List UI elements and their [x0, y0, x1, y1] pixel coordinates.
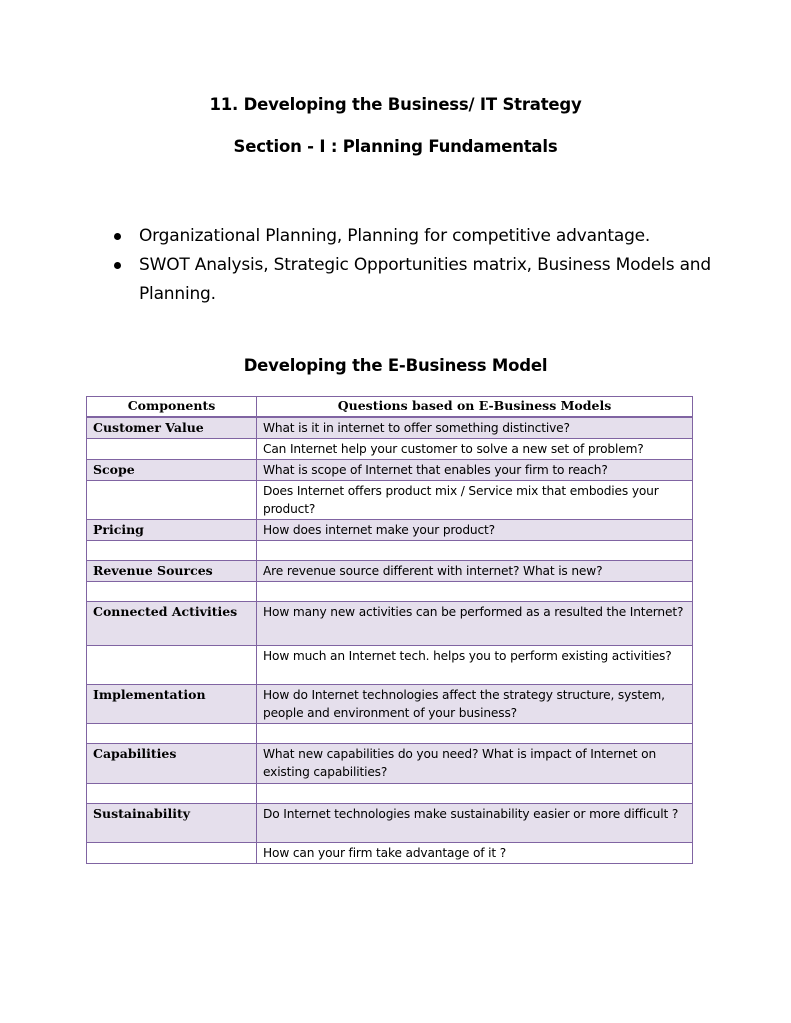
question-cell: How does internet make your product? — [257, 519, 693, 540]
question-cell — [257, 581, 693, 601]
component-cell — [87, 783, 257, 803]
component-cell — [87, 540, 257, 560]
component-cell — [87, 645, 257, 684]
component-cell — [87, 480, 257, 519]
table-row — [87, 684, 693, 723]
component-cell — [87, 842, 257, 863]
component-cell — [87, 723, 257, 743]
table-row — [87, 480, 693, 519]
question-cell: How much an Internet tech. helps you to perform existing activities? — [257, 645, 693, 684]
component-cell: Capabilities — [87, 743, 257, 783]
bullet-icon — [114, 262, 121, 269]
table-row — [87, 459, 693, 480]
question-cell: Do Internet technologies make sustainability easier or more difficult ? — [257, 803, 693, 842]
component-cell: Connected Activities — [87, 601, 257, 645]
table-row — [87, 417, 693, 439]
table-row — [87, 645, 693, 684]
component-cell: Pricing — [87, 519, 257, 540]
table-row — [87, 743, 693, 783]
component-cell — [87, 438, 257, 459]
bullet-text: SWOT Analysis, Strategic Opportunities matrix, Business Models and Planning. — [139, 255, 711, 304]
component-cell: Customer Value — [87, 417, 257, 439]
table-title: Developing the E-Business Model — [243, 356, 548, 375]
question-cell: What is it in internet to offer something distinctive? — [257, 417, 693, 439]
table-row — [87, 438, 693, 459]
question-cell: Can Internet help your customer to solve a new set of problem? — [257, 438, 693, 459]
table-row — [87, 540, 693, 560]
component-cell — [87, 581, 257, 601]
question-cell: How do Internet technologies affect the strategy structure, system, people and environment of your business? — [257, 684, 693, 723]
ebusiness-model-table — [86, 396, 693, 864]
question-cell — [257, 540, 693, 560]
table-header-row — [87, 397, 693, 417]
bullet-text: Organizational Planning, Planning for competitive advantage. — [139, 226, 651, 246]
question-cell: How can your firm take advantage of it ? — [257, 842, 693, 863]
question-cell: How many new activities can be performed as a resulted the Internet? — [257, 601, 693, 645]
section-heading: Section - I : Planning Fundamentals — [233, 137, 558, 156]
table-row — [87, 601, 693, 645]
page-title: 11. Developing the Business/ IT Strategy — [209, 95, 582, 114]
table-row — [87, 803, 693, 842]
bullet-item — [114, 222, 714, 251]
table-row — [87, 842, 693, 863]
question-cell: What is scope of Internet that enables your firm to reach? — [257, 459, 693, 480]
bullet-icon — [114, 233, 121, 240]
component-cell: Implementation — [87, 684, 257, 723]
question-cell: What new capabilities do you need? What is impact of Internet on existing capabilities? — [257, 743, 693, 783]
header-questions: Questions based on E-Business Models — [257, 397, 693, 417]
component-cell: Revenue Sources — [87, 560, 257, 581]
bullet-item — [114, 251, 714, 309]
table-row — [87, 560, 693, 581]
question-cell: Does Internet offers product mix / Service mix that embodies your product? — [257, 480, 693, 519]
bullet-list — [114, 222, 714, 309]
question-cell — [257, 723, 693, 743]
table-row — [87, 723, 693, 743]
header-components: Components — [87, 397, 257, 417]
question-cell: Are revenue source different with internet? What is new? — [257, 560, 693, 581]
table-row — [87, 519, 693, 540]
component-cell: Sustainability — [87, 803, 257, 842]
table-row — [87, 581, 693, 601]
question-cell — [257, 783, 693, 803]
component-cell: Scope — [87, 459, 257, 480]
table-row — [87, 783, 693, 803]
